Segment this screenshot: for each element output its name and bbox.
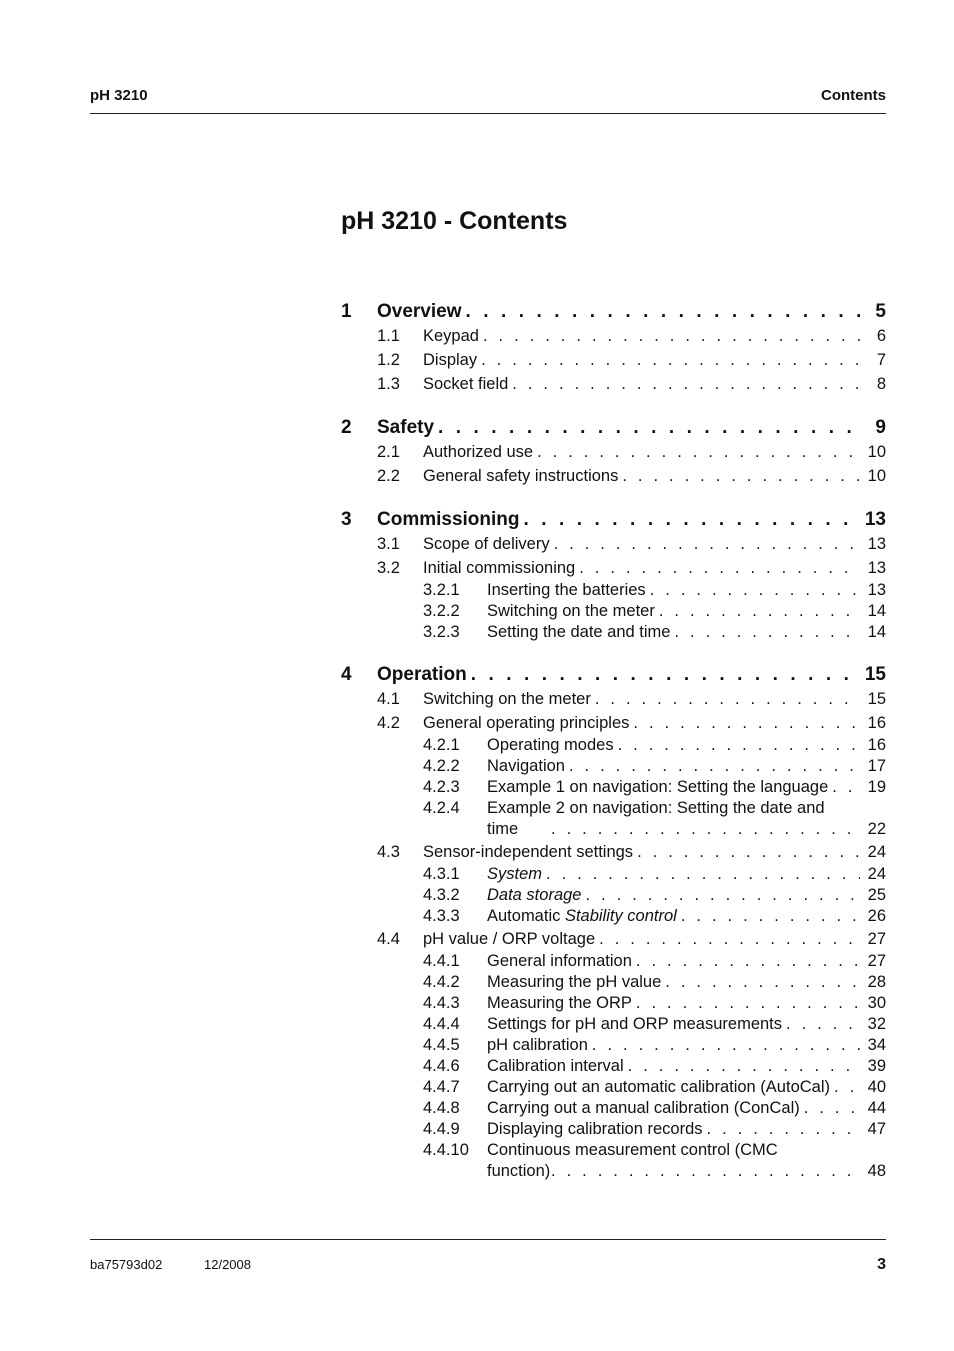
toc-leader-dots xyxy=(569,756,860,777)
toc-entry-title-text: pH calibration xyxy=(487,1036,588,1054)
toc-leader-dots xyxy=(466,300,861,324)
toc-entry-title-text: Overview xyxy=(377,301,462,322)
toc-leader-dots xyxy=(834,1077,860,1098)
toc-leader-dots xyxy=(512,372,860,396)
toc-subsection[interactable] xyxy=(341,864,886,885)
toc-entry-title-text: Continuous measurement control (CMC xyxy=(487,1141,778,1159)
toc-entry-title-text: Settings for pH and ORP measurements xyxy=(487,1015,783,1033)
toc-entry-page: 39 xyxy=(867,1057,886,1075)
toc-entry-number: 4.3 xyxy=(377,843,400,861)
toc-entry-title xyxy=(487,906,677,927)
toc-entry-number: 4.4 xyxy=(377,930,400,948)
toc-entry-number: 1.1 xyxy=(377,327,400,345)
toc-entry-title-text: General safety instructions xyxy=(423,467,619,485)
toc-leader-dots xyxy=(636,993,860,1014)
toc-entry-page: 7 xyxy=(876,351,886,369)
toc-entry-number: 3.2.3 xyxy=(423,623,460,641)
toc-entry-page: 14 xyxy=(867,602,886,620)
toc-subsection[interactable] xyxy=(341,756,886,777)
toc-leader-dots xyxy=(622,464,860,488)
toc-subsection[interactable] xyxy=(341,951,886,972)
toc-entry-title xyxy=(487,1056,624,1077)
toc-entry-title xyxy=(487,580,646,601)
toc-entry-number: 4.2 xyxy=(377,714,400,732)
toc-leader-dots xyxy=(537,440,860,464)
toc-entry-continuation[interactable] xyxy=(341,819,886,840)
toc-entry-title xyxy=(487,777,828,798)
toc-entry-title-text: Sensor-independent settings xyxy=(423,843,634,861)
toc-entry-number: 4.4.7 xyxy=(423,1078,460,1096)
toc-entry-title-text: Carrying out an automatic calibration (AutoCal) xyxy=(487,1078,830,1096)
footer-doc-code: ba75793d02 xyxy=(90,1257,163,1272)
toc-entry-title-text: Displaying calibration records xyxy=(487,1120,703,1138)
toc-leader-dots xyxy=(481,348,860,372)
toc-entry-title-continued: time xyxy=(487,820,519,838)
toc-entry-title-text: General information xyxy=(487,952,632,970)
toc-leader-dots xyxy=(618,735,860,756)
toc-entry-title xyxy=(377,508,520,532)
toc-entry-title-text: Automatic xyxy=(487,907,565,925)
toc-leader-dots xyxy=(832,777,860,798)
toc-entry-page: 28 xyxy=(867,973,886,991)
toc-entry-title xyxy=(487,1119,703,1140)
toc-entry-page: 19 xyxy=(867,778,886,796)
toc-leader-dots xyxy=(483,324,860,348)
toc-entry-title xyxy=(423,440,533,464)
toc-entry-title-continued: function) xyxy=(487,1162,551,1180)
toc-entry-title xyxy=(377,663,467,687)
toc-entry-number: 3.2.2 xyxy=(423,602,460,620)
toc-entry-title xyxy=(423,711,629,735)
toc-entry-page: 16 xyxy=(867,714,886,732)
toc-entry-page: 27 xyxy=(867,952,886,970)
toc-section[interactable] xyxy=(341,532,886,556)
toc-entry-number: 4.4.4 xyxy=(423,1015,460,1033)
toc-subsection[interactable] xyxy=(341,1035,886,1056)
toc-entry-title-text: Switching on the meter xyxy=(423,690,591,708)
toc-entry-title-italic: Stability control xyxy=(564,907,677,925)
toc-entry-title-italic: System xyxy=(487,865,543,883)
toc-entry-page: 48 xyxy=(867,1162,886,1180)
toc-entry-page: 13 xyxy=(867,535,886,553)
toc-entry-page: 30 xyxy=(867,994,886,1012)
toc-section[interactable] xyxy=(341,372,886,396)
chapter-spacer xyxy=(341,488,886,508)
toc-entry-title xyxy=(487,1035,588,1056)
toc-subsection[interactable] xyxy=(341,972,886,993)
toc-entry-page: 13 xyxy=(867,559,886,577)
toc-leader-dots xyxy=(674,622,860,643)
toc-entry-title-text: pH value / ORP voltage xyxy=(423,930,596,948)
toc-leader-dots xyxy=(637,840,860,864)
toc-entry-number: 3.1 xyxy=(377,535,400,553)
toc-leader-dots xyxy=(707,1119,860,1140)
toc-entry-number: 2.1 xyxy=(377,443,400,461)
toc-entry-title xyxy=(487,993,632,1014)
toc-entry-number: 2.2 xyxy=(377,467,400,485)
toc-section[interactable] xyxy=(341,711,886,735)
toc-chapter[interactable] xyxy=(341,508,886,532)
toc-entry-title-text: Example 1 on navigation: Setting the language xyxy=(487,778,829,796)
toc-leader-dots xyxy=(659,601,860,622)
toc-subsection[interactable] xyxy=(341,622,886,643)
toc-entry-title xyxy=(423,840,633,864)
toc-entry-title xyxy=(423,372,508,396)
toc-entry-title xyxy=(487,972,661,993)
toc-entry-title xyxy=(423,324,479,348)
toc-entry-title-text: Keypad xyxy=(423,327,479,345)
toc-entry-page: 44 xyxy=(867,1099,886,1117)
toc-entry-number: 4.4.2 xyxy=(423,973,460,991)
running-header-section: Contents xyxy=(821,87,886,104)
toc-section[interactable] xyxy=(341,348,886,372)
footer-rule xyxy=(90,1239,886,1240)
toc-leader-dots xyxy=(804,1098,860,1119)
toc-entry-title-text: Authorized use xyxy=(423,443,534,461)
toc-entry-title xyxy=(487,864,542,885)
toc-section[interactable] xyxy=(341,440,886,464)
toc-entry-number: 4.3.2 xyxy=(423,886,460,904)
toc-leader-dots xyxy=(524,508,859,532)
toc-entry-title-text: Initial commissioning xyxy=(423,559,576,577)
toc-entry-page: 15 xyxy=(864,664,886,685)
toc-chapter[interactable] xyxy=(341,416,886,440)
toc-entry-title-text: Commissioning xyxy=(377,509,520,530)
toc-entry-title xyxy=(487,885,581,906)
toc-entry-title-italic: Data storage xyxy=(487,886,582,904)
toc-entry-number: 4.3.1 xyxy=(423,865,460,883)
toc-subsection[interactable] xyxy=(341,993,886,1014)
toc-leader-dots xyxy=(599,927,860,951)
running-header-title: pH 3210 xyxy=(90,87,148,104)
toc-entry-number: 3 xyxy=(341,509,352,530)
toc-leader-dots xyxy=(438,416,860,440)
toc-entry-number: 4.4.1 xyxy=(423,952,460,970)
toc-leader-dots xyxy=(633,711,860,735)
toc-entry-title-text: Safety xyxy=(377,417,435,438)
toc-section[interactable] xyxy=(341,687,886,711)
toc-entry-title xyxy=(487,1098,800,1119)
toc-entry-title xyxy=(423,532,550,556)
toc-chapter[interactable] xyxy=(341,300,886,324)
toc-entry-number: 3.2 xyxy=(377,559,400,577)
toc-entry-page: 8 xyxy=(876,375,886,393)
toc-chapter[interactable] xyxy=(341,663,886,687)
toc-entry-title xyxy=(487,622,670,643)
toc-entry-number: 2 xyxy=(341,417,352,438)
toc-entry-title xyxy=(487,1077,830,1098)
toc-entry-title xyxy=(377,416,434,440)
toc-entry-page: 13 xyxy=(867,581,886,599)
toc-entry-page: 10 xyxy=(867,467,886,485)
toc-subsection[interactable] xyxy=(341,1119,886,1140)
toc-entry-title-text: Operation xyxy=(377,664,467,685)
toc-entry-page: 26 xyxy=(867,907,886,925)
toc-entry-number: 4.2.3 xyxy=(423,778,460,796)
toc-section[interactable] xyxy=(341,556,886,580)
toc-entry-title xyxy=(487,735,614,756)
toc-entry-number: 4.4.5 xyxy=(423,1036,460,1054)
toc-entry-title-text: Operating modes xyxy=(487,736,614,754)
toc-leader-dots xyxy=(592,1035,860,1056)
toc-entry-number: 4.2.2 xyxy=(423,757,460,775)
toc-leader-dots xyxy=(579,556,860,580)
toc-entry-title-text: Calibration interval xyxy=(487,1057,624,1075)
toc-subsection[interactable] xyxy=(341,1077,886,1098)
toc-entry-page: 13 xyxy=(864,509,886,530)
toc-entry-title xyxy=(487,1140,778,1161)
toc-entry-title-text: Carrying out a manual calibration (ConCal) xyxy=(487,1099,800,1117)
toc-entry-page: 27 xyxy=(867,930,886,948)
toc-section[interactable] xyxy=(341,840,886,864)
toc-section[interactable] xyxy=(341,324,886,348)
toc-entry-title-text: Inserting the batteries xyxy=(487,581,646,599)
toc-entry-number: 4.4.10 xyxy=(423,1141,469,1159)
toc-entry-title-text: Example 2 on navigation: Setting the date and xyxy=(487,799,825,817)
toc-leader-dots xyxy=(786,1014,860,1035)
toc-entry-page: 15 xyxy=(867,690,886,708)
toc-entry-title-text: Scope of delivery xyxy=(423,535,550,553)
toc-entry-number: 4.2.1 xyxy=(423,736,460,754)
toc-entry-page: 14 xyxy=(867,623,886,641)
toc-entry-number: 4.4.8 xyxy=(423,1099,460,1117)
toc-entry-page: 34 xyxy=(867,1036,886,1054)
toc-entry-title xyxy=(377,300,462,324)
toc-entry-title-text: Display xyxy=(423,351,478,369)
chapter-spacer xyxy=(341,396,886,416)
toc-leader-dots xyxy=(665,972,860,993)
toc-entry-title xyxy=(423,556,575,580)
toc-subsection[interactable] xyxy=(341,1140,886,1161)
toc-entry-page: 10 xyxy=(867,443,886,461)
toc-entry-number: 1.2 xyxy=(377,351,400,369)
toc-subsection[interactable] xyxy=(341,735,886,756)
toc-entry-title xyxy=(487,756,565,777)
toc-subsection[interactable] xyxy=(341,601,886,622)
footer-date: 12/2008 xyxy=(204,1257,251,1272)
toc-leader-dots xyxy=(595,687,860,711)
toc-subsection[interactable] xyxy=(341,1014,886,1035)
toc-entry-title xyxy=(423,348,477,372)
toc-entry-page: 5 xyxy=(875,301,886,322)
toc-entry-page: 25 xyxy=(867,886,886,904)
toc-entry-continuation[interactable] xyxy=(341,1161,886,1182)
toc-leader-dots xyxy=(554,532,860,556)
toc-entry-page: 6 xyxy=(876,327,886,345)
toc-entry-title-text: Navigation xyxy=(487,757,565,775)
toc-subsection[interactable] xyxy=(341,777,886,798)
toc-entry-number: 4.4.9 xyxy=(423,1120,460,1138)
toc-entry-number: 3.2.1 xyxy=(423,581,460,599)
toc-entry-title-text: Measuring the pH value xyxy=(487,973,662,991)
toc-entry-page: 16 xyxy=(867,736,886,754)
toc-subsection[interactable] xyxy=(341,1098,886,1119)
toc-entry-title xyxy=(423,687,591,711)
toc-leader-dots xyxy=(551,1161,860,1182)
toc-entry-title xyxy=(487,1014,782,1035)
toc-entry-page: 17 xyxy=(867,757,886,775)
toc-subsection[interactable] xyxy=(341,906,886,927)
toc-subsection[interactable] xyxy=(341,798,886,819)
page-title: pH 3210 - Contents xyxy=(341,207,568,235)
toc-entry-page: 32 xyxy=(867,1015,886,1033)
footer-page-number: 3 xyxy=(877,1256,886,1273)
toc-entry-number: 4.4.6 xyxy=(423,1057,460,1075)
toc-entry-title-text: Switching on the meter xyxy=(487,602,655,620)
toc-section[interactable] xyxy=(341,927,886,951)
header-rule xyxy=(90,113,886,114)
toc-entry-page: 22 xyxy=(867,820,886,838)
table-of-contents xyxy=(341,300,886,1182)
toc-entry-title xyxy=(423,464,618,488)
toc-leader-dots xyxy=(585,885,860,906)
toc-entry-title-text: Setting the date and time xyxy=(487,623,671,641)
toc-entry-title-text: General operating principles xyxy=(423,714,630,732)
toc-subsection[interactable] xyxy=(341,580,886,601)
toc-entry-title xyxy=(487,798,825,819)
toc-entry-title xyxy=(487,601,655,622)
toc-entry-number: 4 xyxy=(341,664,352,685)
toc-entry-page: 24 xyxy=(867,865,886,883)
toc-entry-page: 40 xyxy=(867,1078,886,1096)
toc-entry-title-text: Socket field xyxy=(423,375,509,393)
toc-leader-dots xyxy=(681,906,860,927)
toc-subsection[interactable] xyxy=(341,1056,886,1077)
toc-leader-dots xyxy=(546,864,860,885)
toc-entry-number: 4.3.3 xyxy=(423,907,460,925)
toc-entry-number: 4.2.4 xyxy=(423,799,460,817)
toc-entry-title xyxy=(423,927,595,951)
toc-leader-dots xyxy=(628,1056,860,1077)
toc-leader-dots xyxy=(636,951,860,972)
toc-entry-page: 9 xyxy=(875,417,886,438)
toc-leader-dots xyxy=(551,819,860,840)
toc-entry-page: 47 xyxy=(867,1120,886,1138)
toc-entry-number: 4.1 xyxy=(377,690,400,708)
toc-entry-title-text: Measuring the ORP xyxy=(487,994,632,1012)
toc-subsection[interactable] xyxy=(341,885,886,906)
toc-section[interactable] xyxy=(341,464,886,488)
toc-leader-dots xyxy=(471,663,859,687)
toc-entry-number: 1 xyxy=(341,301,352,322)
toc-entry-number: 1.3 xyxy=(377,375,400,393)
chapter-spacer xyxy=(341,643,886,663)
toc-entry-title xyxy=(487,951,632,972)
toc-entry-page: 24 xyxy=(867,843,886,861)
toc-leader-dots xyxy=(650,580,860,601)
toc-entry-number: 4.4.3 xyxy=(423,994,460,1012)
